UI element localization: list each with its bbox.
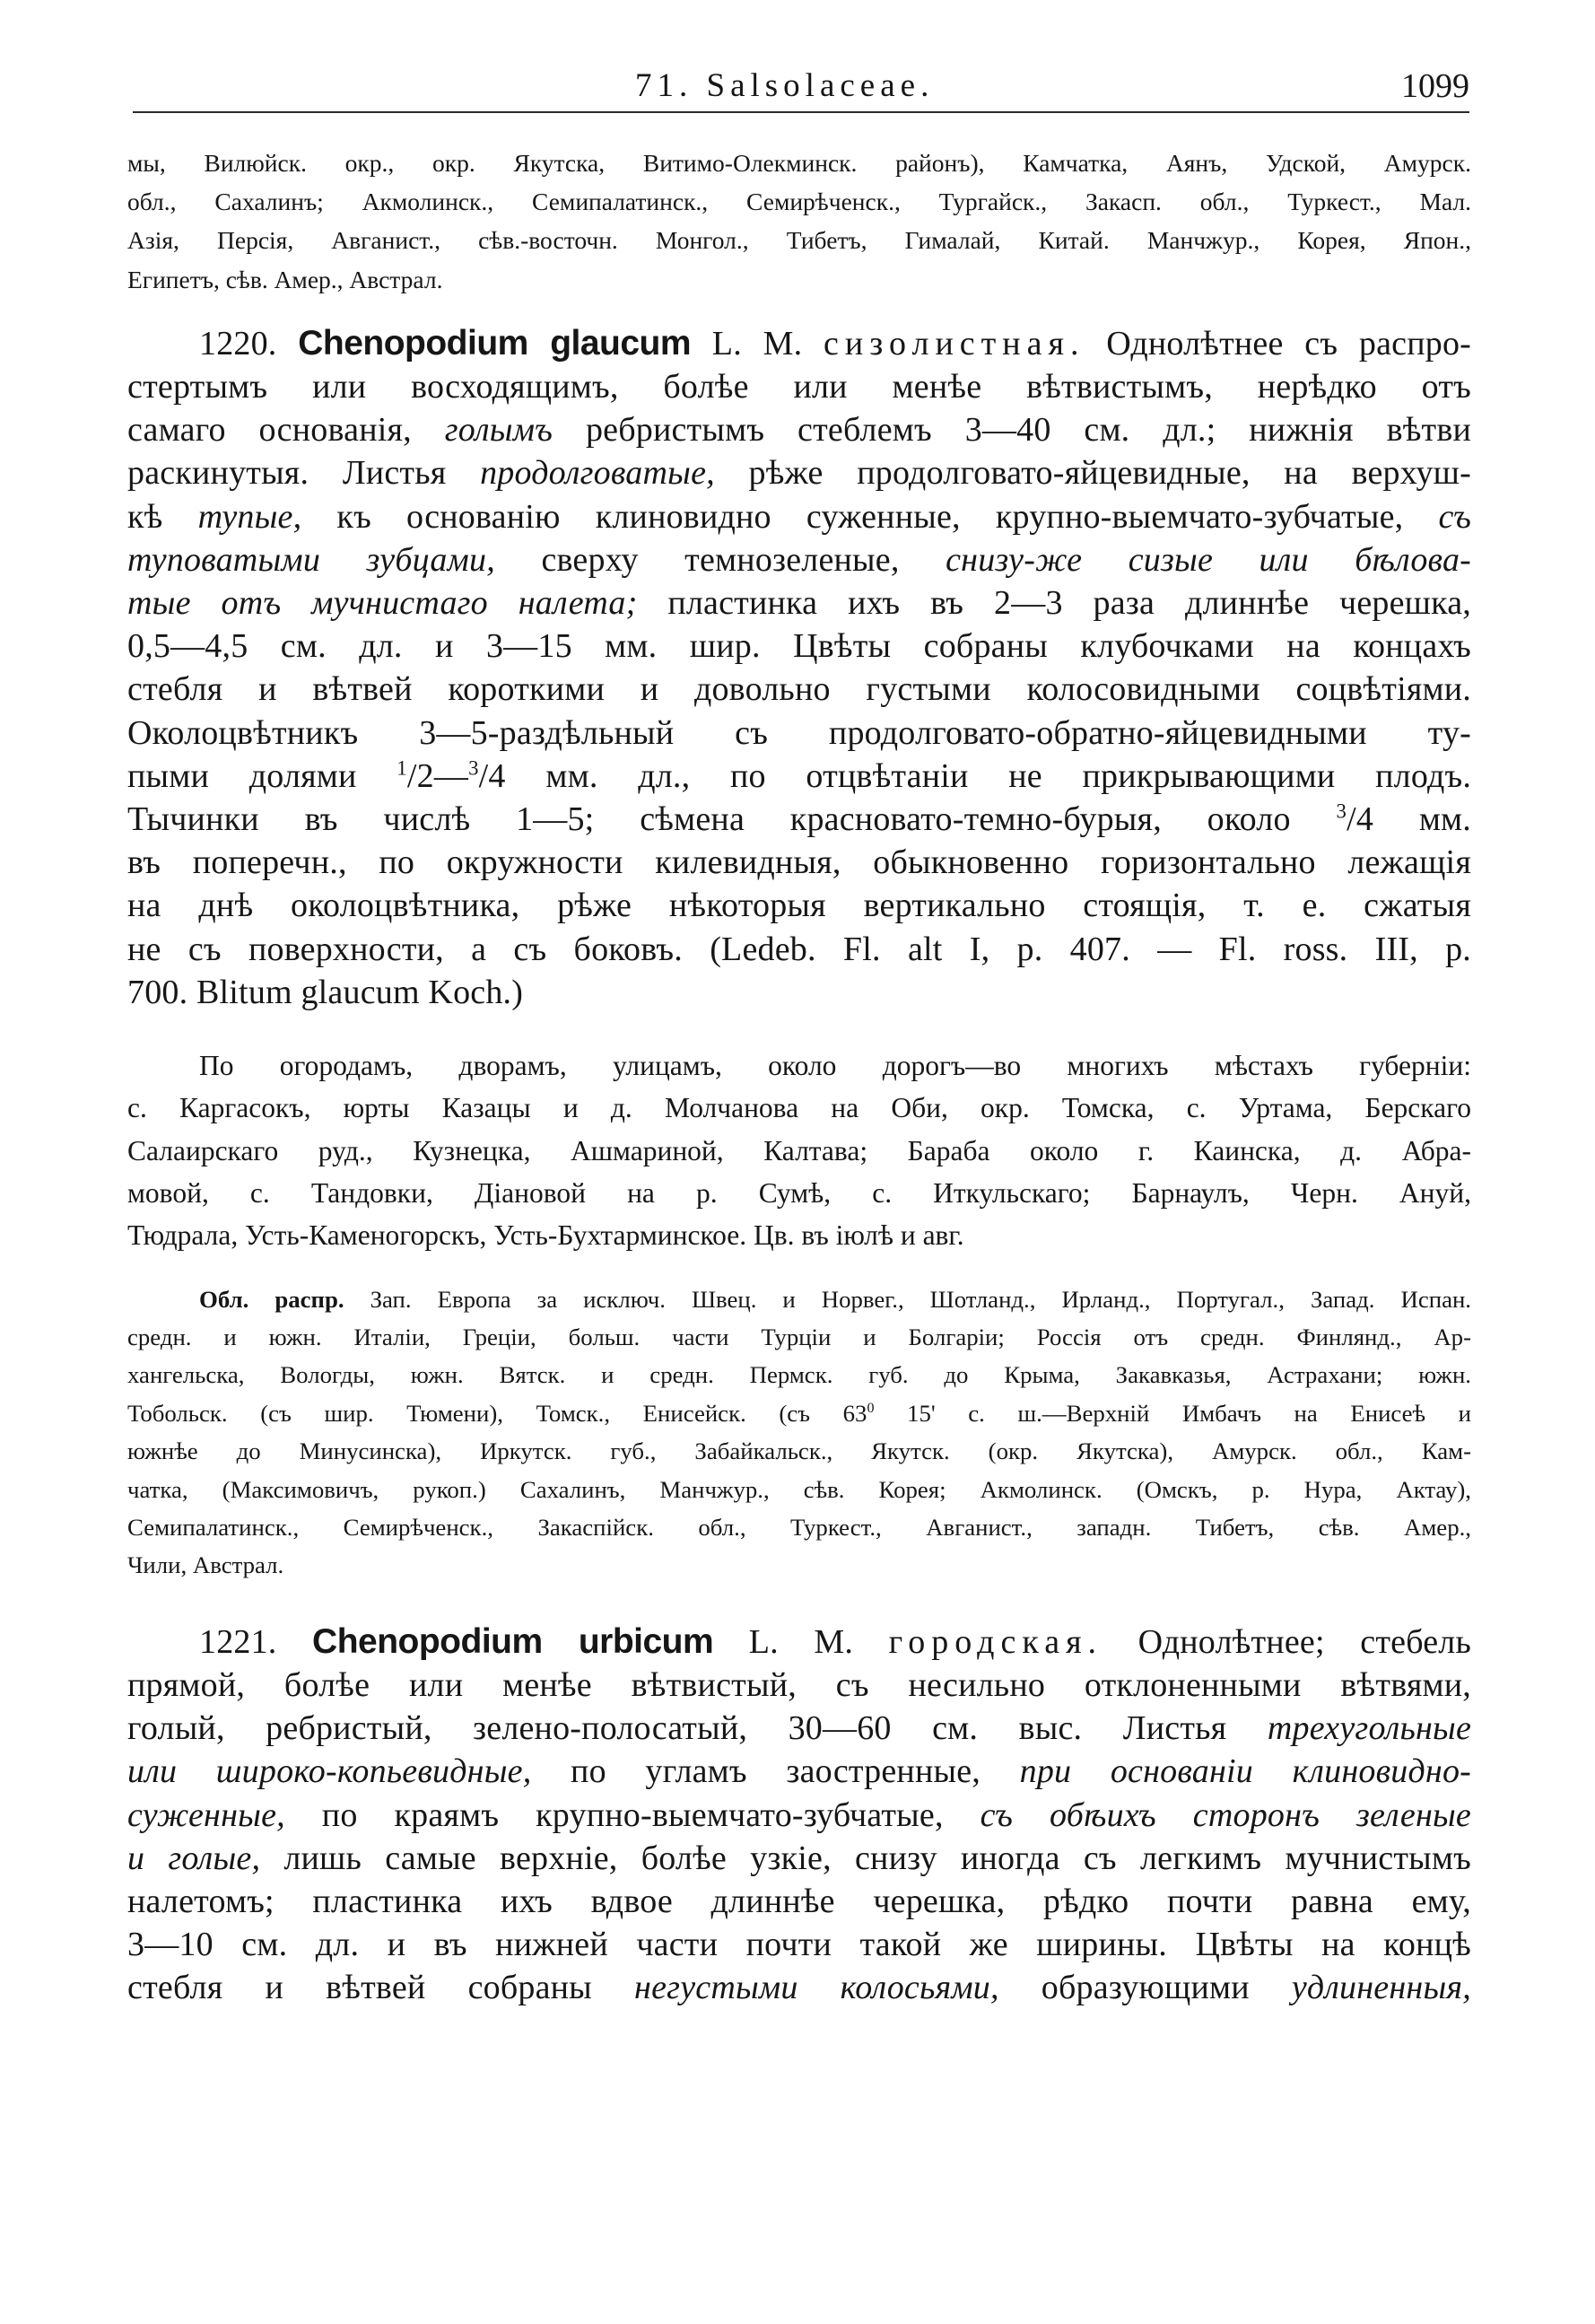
- text-line: 3—10 см. дл. и въ нижней части почти такой же ширины. Цвѣты на концѣ: [127, 1926, 1471, 1964]
- species-name: Chenopodium glaucum: [298, 323, 692, 363]
- text-line: [127, 451, 1471, 494]
- italic-span: съ обѣихъ сторонъ зеленые: [980, 1795, 1471, 1834]
- italic-span: съ: [1438, 497, 1471, 536]
- text-line: обл., Сахалинъ; Акмолинск., Семипалатинск., Семирѣченск., Тургайск., Закасп. обл., Туркест., Мал.: [127, 188, 1471, 216]
- italic-span: суженные,: [127, 1795, 285, 1834]
- page-body: [127, 144, 1471, 2010]
- text-line: Салаирскаго руд., Кузнецка, Ашмариной, Калтава; Бараба около г. Каинска, д. Абра-: [127, 1134, 1471, 1166]
- page-header: [133, 63, 1469, 111]
- text-line: [127, 581, 1471, 625]
- italic-span: снизу-же сизые или бѣлова-: [946, 540, 1472, 579]
- text-line: на днѣ околоцвѣтника, рѣже нѣкоторыя вертикально стоящія, т. е. сжатыя: [127, 887, 1471, 925]
- italic-span: тые отъ мучнистаго налета;: [127, 584, 638, 623]
- species-author: L. M.: [711, 324, 803, 363]
- header-rule: [133, 111, 1469, 113]
- text-line: [127, 1394, 1471, 1432]
- italic-span: голымъ: [444, 411, 553, 450]
- text-span: Однолѣтнее съ распро-: [1106, 324, 1472, 363]
- text-span: Зап. Европа за исключ. Швец. и Норвег., Шотланд., Ирланд., Португал., Запад. Испан.: [370, 1285, 1471, 1313]
- italic-span: трехугольные: [1267, 1709, 1472, 1748]
- text-span: лишь самые верхніе, болѣе узкіе, снизу иногда съ легкимъ мучнистымъ: [283, 1839, 1471, 1877]
- text-span: къ основанію клиновидно суженные, крупно-выемчато-зубчатые,: [336, 497, 1404, 536]
- text-line: [127, 1280, 1471, 1318]
- text-line: [127, 538, 1471, 581]
- text-line: [127, 495, 1471, 538]
- text-line: налетомъ; пластинка ихъ вдвое длиннѣе черешка, рѣдко почти равна ему,: [127, 1883, 1471, 1921]
- text-span: Тычинки въ числѣ 1—5; сѣмена красновато-темно-бурыя, около: [127, 800, 1291, 839]
- italic-span: удлиненныя,: [1291, 1969, 1471, 2007]
- text-span: Однолѣтнее; стебель: [1137, 1622, 1471, 1661]
- text-line: Азія, Персія, Авганист., сѣв.-восточн. Монгол., Тибетъ, Гималай, Китай. Манчжур., Корея, Япон.,: [127, 226, 1471, 255]
- species-number: 1221.: [199, 1622, 277, 1661]
- text-span: пыми долями: [127, 756, 357, 795]
- text-line: 0,5—4,5 см. дл. и 3—15 мм. шир. Цвѣты собраны клубочками на концахъ: [127, 627, 1471, 666]
- text-span: голый, ребристый, зелено-полосатый, 30—60 см. выс. Листья: [127, 1709, 1227, 1748]
- italic-span: продолговатые,: [480, 454, 715, 493]
- text-line: Семипалатинск., Семирѣченск., Закаспійск. обл., Туркест., Авганист., западн. Тибетъ, сѣв. Амер.,: [127, 1513, 1471, 1541]
- text-line: Чили, Австрал.: [127, 1551, 284, 1579]
- text-span: пластинка ихъ въ 2—3 раза длиннѣе черешка,: [667, 584, 1471, 623]
- text-span: стебля и вѣтвей собраны: [127, 1969, 592, 2007]
- running-head: 71. Salsolaceae.: [635, 67, 935, 104]
- text-span: —: [433, 756, 469, 795]
- text-span: раскинутыя. Листья: [127, 454, 447, 493]
- text-line: [127, 1707, 1471, 1750]
- text-line: [127, 1750, 1471, 1793]
- text-line: мы, Вилюйск. окр., окр. Якутска, Витимо-Олекминск. районъ), Камчатка, Аянъ, Удской, Амурск.: [127, 149, 1471, 177]
- text-line: [127, 755, 1471, 798]
- text-line: [127, 408, 1471, 451]
- fraction-denominator: /4: [1347, 800, 1374, 839]
- italic-span: и голые,: [127, 1839, 261, 1877]
- species-1221-description: [127, 1621, 1471, 2010]
- text-line: 700. Blitum glaucum Koch.): [127, 973, 524, 1011]
- text-line: хангельска, Вологды, южн. Вятск. и средн. Пермск. губ. до Крыма, Закавказья, Астрахани; южн.: [127, 1361, 1471, 1389]
- species-heading: [127, 1621, 1471, 1664]
- text-line: По огородамъ, дворамъ, улицамъ, около дорогъ—во многихъ мѣстахъ губерніи:: [199, 1050, 1471, 1082]
- text-line: Околоцвѣтникъ 3—5-раздѣльный съ продолговато-обратно-яйцевидными ту-: [127, 713, 1471, 752]
- fraction-numerator: 3: [468, 756, 479, 780]
- species-1220-distribution: [127, 1280, 1471, 1585]
- text-span: мм. дл., по отцвѣтаніи не прикрывающими плодъ.: [545, 756, 1472, 795]
- text-line: [127, 1794, 1471, 1837]
- text-line: [127, 1966, 1471, 2009]
- distribution-label: Обл. распр.: [199, 1285, 344, 1313]
- italic-span: при основаніи клиновидно-: [1019, 1752, 1472, 1791]
- italic-span: туповатыми зубцами,: [127, 540, 495, 579]
- text-line: с. Каргасокъ, юрты Казацы и д. Молчанова на Оби, окр. Томска, с. Уртама, Берскаго: [127, 1092, 1471, 1124]
- species-1220-habitat: [127, 1044, 1471, 1256]
- text-span: по краямъ крупно-выемчато-зубчатые,: [321, 1795, 944, 1834]
- text-span: образующими: [1041, 1969, 1250, 2007]
- species-name: Chenopodium urbicum: [312, 1621, 714, 1661]
- italic-span: или широко-копьевидные,: [127, 1752, 532, 1791]
- fraction-denominator: /2: [406, 756, 434, 795]
- text-span: сверху темнозеленые,: [541, 540, 900, 579]
- text-span: ребристымъ стеблемъ 3—40 см. дл.; нижнія вѣтви: [585, 411, 1472, 450]
- degree-mark: 0: [867, 1400, 875, 1416]
- text-line: не съ поверхности, а съ боковъ. (Ledeb. Fl. alt I, p. 407. — Fl. ross. III, p.: [127, 930, 1471, 968]
- prev-distribution: [127, 144, 1471, 299]
- text-line: Египетъ, сѣв. Амер., Австрал.: [127, 265, 443, 293]
- text-span: 15' с. ш.—Верхній Имбачъ на Енисеѣ и: [907, 1399, 1472, 1427]
- species-author: L. M.: [748, 1622, 854, 1661]
- italic-span: негустыми колосьями,: [634, 1969, 999, 2007]
- fraction-denominator: /4: [478, 756, 506, 795]
- text-line: стертымъ или восходящимъ, болѣе или менѣе вѣтвистымъ, нерѣдко отъ: [127, 368, 1471, 406]
- fraction-numerator: 3: [1336, 799, 1347, 823]
- fraction-numerator: 1: [397, 756, 407, 780]
- text-span: по угламъ заостренные,: [571, 1752, 981, 1791]
- text-line: стебля и вѣтвей короткими и довольно густыми колосовидными соцвѣтіями.: [127, 670, 1471, 709]
- text-line: средн. и южн. Италіи, Греціи, больш. части Турціи и Болгаріи; Россія отъ средн. Финлянд., Ар-: [127, 1323, 1471, 1350]
- text-span: самаго основанія,: [127, 411, 412, 450]
- vernacular-name: сизолистная.: [824, 324, 1085, 363]
- text-line: [127, 798, 1471, 841]
- text-line: южнѣе до Минусинска), Иркутск. губ., Забайкальск., Якутск. (окр. Якутска), Амурск. обл., Кам-: [127, 1437, 1471, 1465]
- italic-span: тупые,: [197, 497, 302, 536]
- species-number: 1220.: [199, 324, 277, 363]
- page-number: 1099: [1401, 67, 1469, 105]
- text-line: чатка, (Максимовичъ, рукоп.) Сахалинъ, Манчжур., сѣв. Корея; Акмолинск. (Омскъ, р. Нура, Актау),: [127, 1475, 1471, 1503]
- text-line: [127, 1837, 1471, 1880]
- text-span: мм.: [1418, 800, 1472, 839]
- text-span: рѣже продолговато-яйцевидные, на верхуш-: [748, 454, 1471, 493]
- text-line: въ поперечн., по окружности килевидныя, обыкновенно горизонтально лежащія: [127, 843, 1471, 882]
- text-line: Тюдрала, Усть-Каменогорскъ, Усть-Бухтарминское. Цв. въ іюлѣ и авг.: [127, 1219, 964, 1252]
- text-span: Тобольск. (съ шир. Тюмени), Томск., Енисейск. (съ 63: [127, 1399, 867, 1427]
- text-span: кѣ: [127, 497, 163, 536]
- species-heading: [127, 322, 1471, 365]
- species-1220-description: [127, 322, 1471, 1014]
- text-line: прямой, болѣе или менѣе вѣтвистый, съ несильно отклоненными вѣтвями,: [127, 1666, 1471, 1704]
- text-line: мовой, с. Тандовки, Діановой на р. Сумѣ, с. Иткульскаго; Барнаулъ, Черн. Ануй,: [127, 1176, 1471, 1209]
- vernacular-name: городская.: [888, 1622, 1103, 1661]
